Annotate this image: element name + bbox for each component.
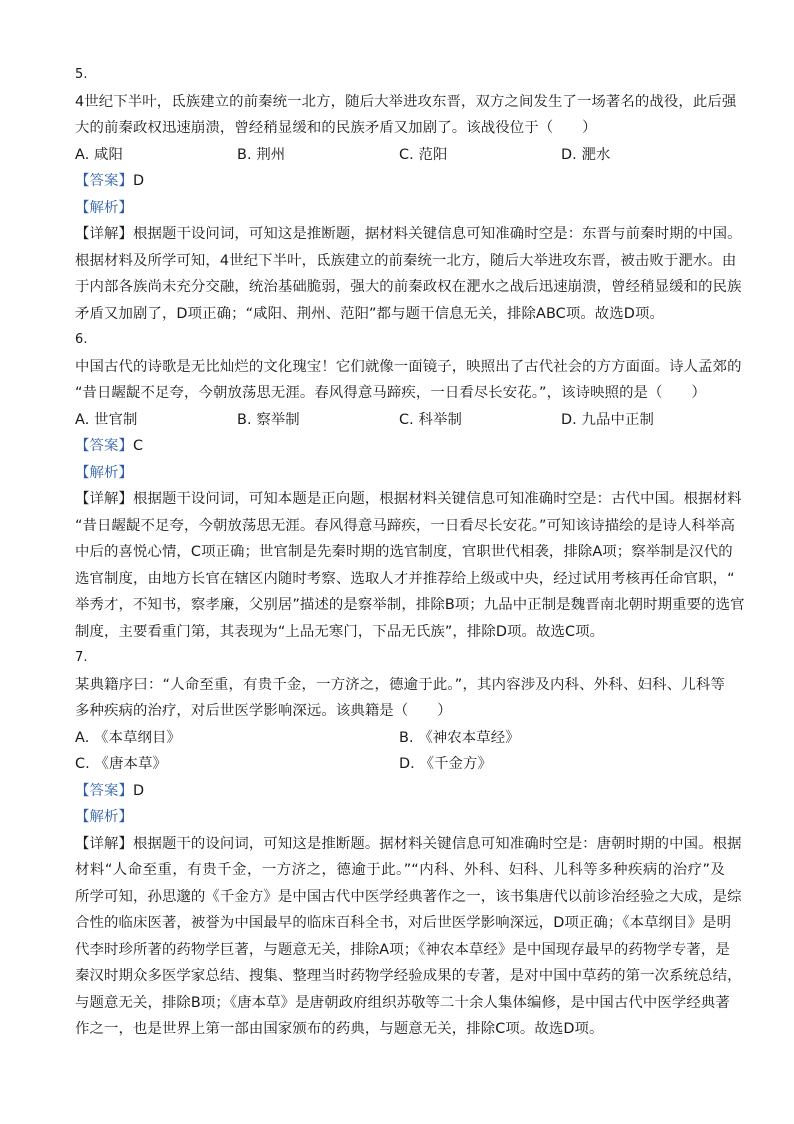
- detail-line: 作之一，也是世界上第一部由国家颁布的药典，与题意无关，排除C项。故选D项。: [75, 1021, 604, 1037]
- options-row: [75, 725, 725, 752]
- question-stem: 大的前秦政权迅速崩溃，曾经稍显缓和的民族矛盾又加剧了。该战役位于（ ）: [75, 120, 597, 136]
- answer-value: C: [132, 438, 144, 454]
- question-stem: 某典籍序曰：“人命至重，有贵千金，一方济之，德逾于此。”，其内容涉及内科、外科、妇科、儿科等: [75, 676, 725, 693]
- option-d: D. 淝水: [561, 146, 611, 163]
- detail-tag: 【详解】: [75, 491, 133, 507]
- question-number: 5.: [75, 67, 88, 82]
- option-b: B. 荆州: [237, 146, 286, 163]
- detail-line: 根据材料及所学可知，4世纪下半叶，氐族建立的前秦统一北方，随后大举进攻东晋，被击败于淝水。由: [75, 252, 737, 269]
- analysis-line: [75, 804, 725, 831]
- answer-value: D: [132, 782, 145, 799]
- question-stem: 多种疾病的治疗，对后世医学影响深远。该典籍是（ ）: [75, 703, 452, 719]
- option-c: C. 《唐本草》: [75, 756, 167, 772]
- detail-line: 制度，主要看重门第，其表现为“上品无寒门，下品无氏族”，排除D项。故选C项。: [75, 623, 605, 640]
- detail-line: 矛盾又加剧了，D项正确；“咸阳、荆州、范阳”都与题干信息无关，排除ABC项。故选D项。: [75, 305, 664, 322]
- detail-line: 与题意无关，排除B项；《唐本草》是唐朝政府组织苏敬等二十余人集体编修，是中国古代中医学经典著: [75, 994, 730, 1011]
- question-number: 7.: [75, 650, 88, 665]
- option-d: D. 九品中正制: [561, 411, 654, 428]
- analysis-tag: 【解析】: [75, 464, 133, 481]
- answer-line: [75, 778, 725, 805]
- option-d: D. 《千金方》: [399, 756, 492, 772]
- detail-text: 根据题干的设问词，可知这是推断题。据材料关键信息可知准确时空是：唐朝时期的中国。根据: [132, 835, 742, 852]
- detail-line: 代李时珍所著的药物学巨著，与题意无关，排除A项；《神农本草经》是中国现存最早的药物学专著，是: [75, 941, 730, 958]
- detail-line: 所学可知，孙思邈的《千金方》是中国古代中医学经典著作之一，该书集唐代以前诊治经验之大成，是综: [75, 888, 742, 905]
- option-b: B. 《神农本草经》: [399, 729, 520, 746]
- detail-line: 合性的临床医著，被誉为中国最早的临床百科全书，对后世医学影响深远，D项正确；《本草纲目》是明: [75, 915, 732, 931]
- options-row: [75, 751, 725, 778]
- option-c: C. 范阳: [399, 146, 448, 163]
- options-row: [75, 407, 725, 434]
- answer-line: [75, 168, 725, 195]
- analysis-tag: 【解析】: [75, 199, 133, 216]
- detail-line: 选官制度，由地方长官在辖区内随时考察、选取人才并推荐给上级或中央，经过试用考核再任命官职，“: [75, 570, 735, 587]
- question-stem: 4世纪下半叶，氐族建立的前秦统一北方，随后大举进攻东晋，双方之间发生了一场著名的战役，此后强: [75, 93, 737, 110]
- answer-tag: 【答案】: [75, 438, 133, 454]
- detail-line: [75, 221, 742, 248]
- analysis-tag: 【解析】: [75, 809, 133, 825]
- detail-line: “昔日龌龊不足夸，今朝放荡思无涯。春风得意马蹄疾，一日看尽长安花。”可知该诗描绘的是诗人科举高: [75, 517, 735, 534]
- options-row: [75, 142, 725, 169]
- analysis-line: [75, 460, 725, 487]
- answer-tag: 【答案】: [75, 173, 133, 189]
- detail-text: 根据题干设问词，可知这是推断题，据材料关键信息可知准确时空是：东晋与前秦时期的中国。: [132, 226, 742, 242]
- question-stem: 中国古代的诗歌是无比灿烂的文化瑰宝！它们就像一面镜子，映照出了古代社会的方方面面。诗人孟郊的: [75, 358, 742, 375]
- answer-line: [75, 433, 725, 460]
- question-stem: “昔日龌龊不足夸，今朝放荡思无涯。春风得意马蹄疾，一日看尽长安花。”，该诗映照的是（ ）: [75, 385, 707, 401]
- detail-line: 于内部各族尚未充分交融，统治基础脆弱，强大的前秦政权在淝水之战后迅速崩溃，曾经稍显缓和的民族: [75, 279, 742, 295]
- option-a: A. 世官制: [75, 411, 138, 428]
- option-c: C. 科举制: [399, 411, 462, 428]
- detail-line: 材料“人命至重，有贵千金，一方济之，德逾于此。”“内科、外科、妇科、儿科等多种疾病的治疗”及: [75, 862, 725, 878]
- detail-line: [75, 486, 742, 513]
- detail-line: [75, 831, 742, 858]
- detail-line: 秦汉时期众多医学家总结、搜集、整理当时药物学经验成果的专著，是对中国中草药的第一次系统总结，: [75, 968, 742, 984]
- analysis-line: [75, 195, 725, 222]
- document-page: [75, 62, 745, 1043]
- question-number: 6.: [75, 332, 88, 347]
- option-a: A. 《本草纲目》: [75, 729, 181, 746]
- answer-tag: 【答案】: [75, 782, 133, 799]
- detail-line: 举秀才，不知书，察孝廉，父别居”描述的是察举制，排除B项；九品中正制是魏晋南北朝时期重要的选官: [75, 597, 745, 613]
- detail-tag: 【详解】: [75, 835, 133, 852]
- detail-text: 根据题干设问词，可知本题是正向题，根据材料关键信息可知准确时空是：古代中国。根据材料: [132, 491, 742, 507]
- option-b: B. 察举制: [237, 411, 300, 428]
- option-a: A. 咸阳: [75, 146, 124, 163]
- answer-value: D: [132, 173, 145, 189]
- detail-tag: 【详解】: [75, 226, 133, 242]
- detail-line: 中后的喜悦心情，C项正确；世官制是先秦时期的选官制度，官职世代相袭，排除A项；察举制是汉代的: [75, 544, 733, 560]
